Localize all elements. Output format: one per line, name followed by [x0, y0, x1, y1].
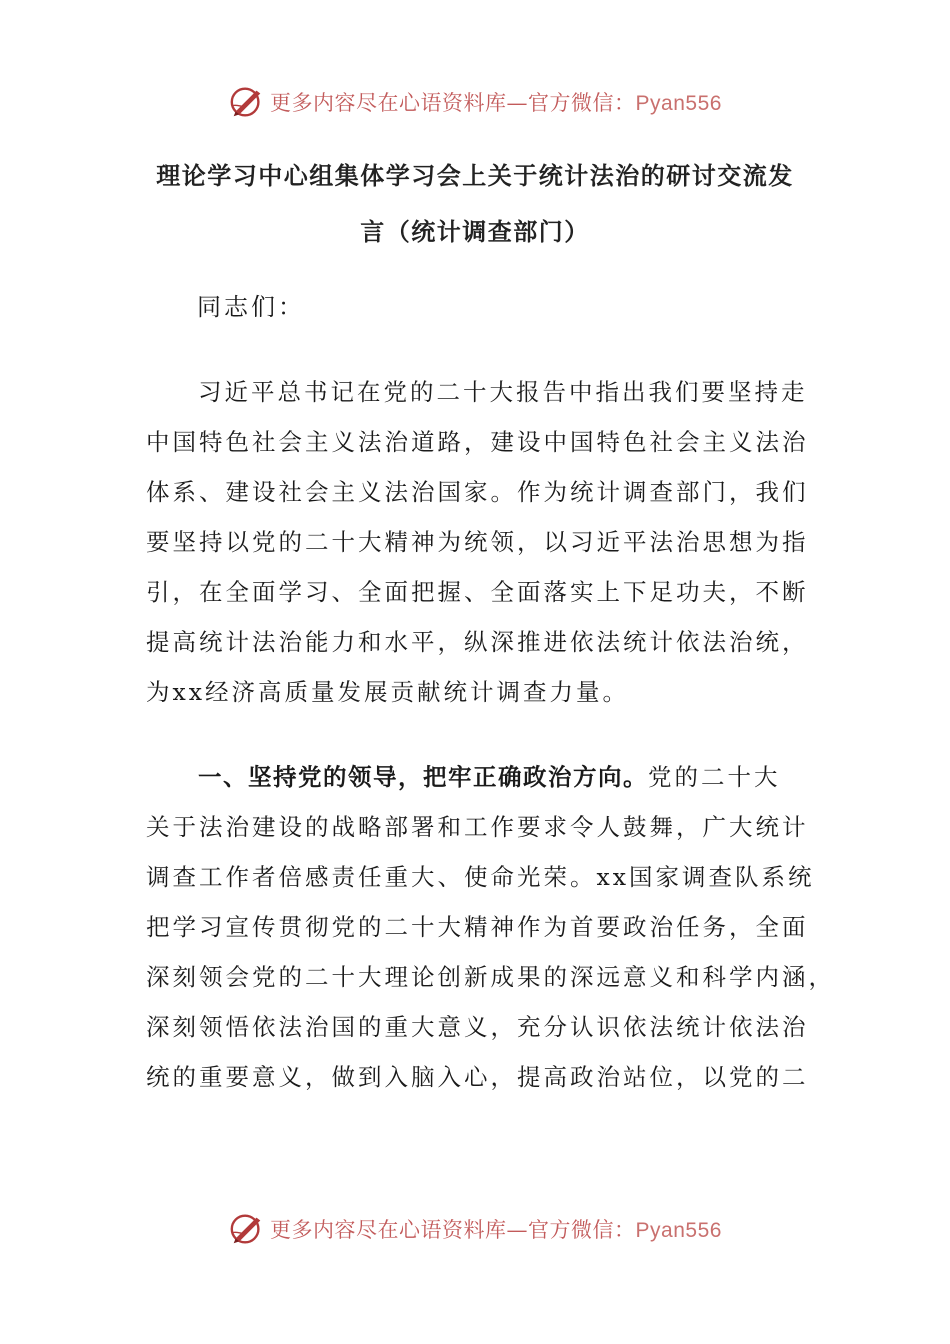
banner-label: 更多内容尽在心语资料库—官方微信：: [270, 91, 636, 115]
salutation: 同志们：: [197, 293, 305, 321]
paragraph-line: 关于法治建设的战略部署和工作要求令人鼓舞，广大统计: [146, 813, 809, 841]
paragraph-line: 要坚持以党的二十大精神为统领，以习近平法治思想为指: [146, 528, 809, 556]
paragraph-line: 提高统计法治能力和水平，纵深推进依法统计依法治统，: [146, 628, 809, 656]
paragraph-intro: [146, 367, 809, 717]
paragraph-line: 习近平总书记在党的二十大报告中指出我们要坚持走: [198, 378, 808, 406]
banner-label: 更多内容尽在心语资料库—官方微信：: [270, 1218, 636, 1242]
pen-logo-icon: [228, 83, 266, 121]
wechat-id: Pyan556: [635, 1219, 722, 1242]
paragraph-line: 为xx经济高质量发展贡献统计调查力量。: [146, 678, 630, 706]
wechat-id: Pyan556: [635, 92, 722, 115]
document-title: [150, 148, 800, 260]
section-heading: 一、坚持党的领导，把牢正确政治方向。: [198, 763, 648, 791]
paragraph-line: 统的重要意义，做到入脑入心，提高政治站位，以党的二: [146, 1063, 809, 1091]
paragraph-line: 把学习宣传贯彻党的二十大精神作为首要政治任务，全面: [146, 913, 809, 941]
title-line-2: 言（统计调查部门）: [360, 218, 590, 246]
paragraph-line: 引，在全面学习、全面把握、全面落实上下足功夫，不断: [146, 578, 809, 606]
paragraph-line: 中国特色社会主义法治道路，建设中国特色社会主义法治: [146, 428, 809, 456]
banner-text: [270, 87, 722, 117]
paragraph-line: 深刻领悟依法治国的重大意义，充分认识依法统计依法治: [146, 1013, 809, 1041]
title-line-1: 理论学习中心组集体学习会上关于统计法治的研讨交流发: [156, 162, 794, 190]
heading-continuation: 党的二十大: [648, 763, 781, 791]
pen-logo-icon: [228, 1210, 266, 1248]
paragraph-line: 体系、建设社会主义法治国家。作为统计调查部门，我们: [146, 478, 809, 506]
paragraph-first-line: [146, 752, 806, 802]
header-banner: [0, 82, 950, 122]
paragraph-section-one: [146, 752, 835, 1102]
paragraph-line: 深刻领会党的二十大理论创新成果的深远意义和科学内涵，: [146, 963, 835, 991]
banner-text: [270, 1214, 722, 1244]
footer-banner: [0, 1209, 950, 1249]
paragraph-line: 调查工作者倍感责任重大、使命光荣。xx国家调查队系统: [146, 863, 815, 891]
